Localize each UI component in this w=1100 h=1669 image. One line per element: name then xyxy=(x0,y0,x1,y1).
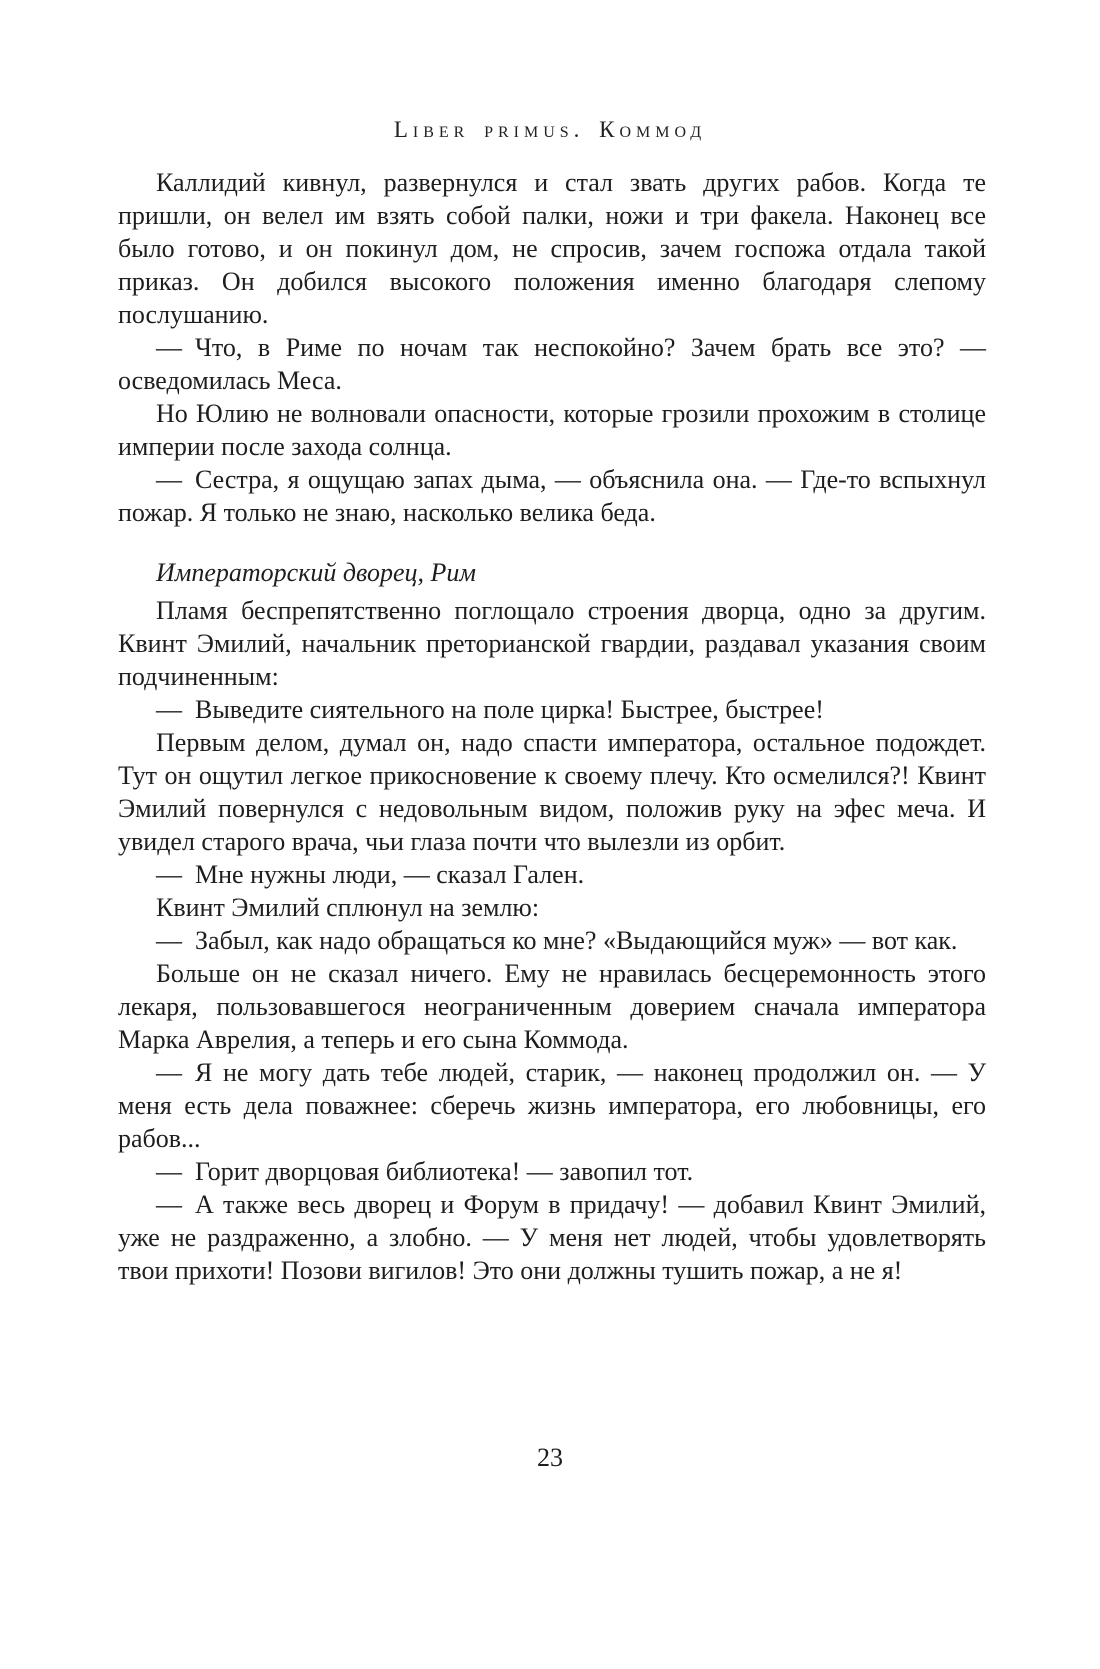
paragraph: Квинт Эмилий сплюнул на землю: xyxy=(156,893,540,922)
scene-subheading: Императорский дворец, Рим xyxy=(156,558,476,587)
paragraph: — Мне нужны люди, — сказал Гален. xyxy=(156,860,585,889)
paragraph: — Что, в Риме по ночам так неспокойно? Зачем брать все это? — осведомилась Меса. xyxy=(118,333,986,395)
paragraph: Больше он не сказал ничего. Ему не нравилась бесцеремонность этого лекаря, пользовавшегося неограниченным доверием сначала императора Марка Аврелия, а теперь и его сына Коммода. xyxy=(118,959,986,1054)
paragraph: — Выведите сиятельного на поле цирка! Быстрее, быстрее! xyxy=(156,695,824,724)
paragraph: Пламя беспрепятственно поглощало строения дворца, одно за другим. Квинт Эмилий, начальник преторианской гвардии, раздавал указания своим подчиненным: xyxy=(118,596,986,691)
page-number: 23 xyxy=(537,1443,563,1472)
running-head-text: Liber primus. Коммод xyxy=(393,117,707,142)
paragraph: — Сестра, я ощущаю запах дыма, — объяснила она. — Где-то вспыхнул пожар. Я только не знаю, насколько велика беда. xyxy=(118,465,986,527)
paragraph: — А также весь дворец и Форум в придачу! — добавил Квинт Эмилий, уже не раздраженно, а злобно. — У меня нет людей, чтобы удовлетворять твои прихоти! Позови вигилов! Это они должны тушить пожар, а не я! xyxy=(118,1190,986,1285)
paragraph: Каллидий кивнул, развернулся и стал звать других рабов. Когда те пришли, он велел им взять собой палки, ножи и три факела. Наконец все было готово, и он покинул дом, не спросив, зачем госпожа отдала такой приказ. Он добился высокого положения именно благодаря слепому послушанию. xyxy=(118,168,986,329)
paragraph: — Я не могу дать тебе людей, старик, — наконец продолжил он. — У меня есть дела поважнее: сберечь жизнь императора, его любовницы, его рабов... xyxy=(118,1058,986,1153)
paragraph: Но Юлию не волновали опасности, которые грозили прохожим в столице империи после захода солнца. xyxy=(118,399,986,461)
paragraph: — Горит дворцовая библиотека! — завопил тот. xyxy=(156,1157,694,1186)
paragraph: — Забыл, как надо обращаться ко мне? «Выдающийся муж» — вот как. xyxy=(156,926,958,955)
paragraph: Первым делом, думал он, надо спасти императора, остальное подождет. Тут он ощутил легкое прикосновение к своему плечу. Кто осмелился?! Квинт Эмилий повернулся с недовольным видом, положив руку на эфес меча. И увидел старого врача, чьи глаза почти что вылезли из орбит. xyxy=(118,728,986,856)
running-head xyxy=(0,117,1100,143)
page-body xyxy=(118,166,986,1287)
